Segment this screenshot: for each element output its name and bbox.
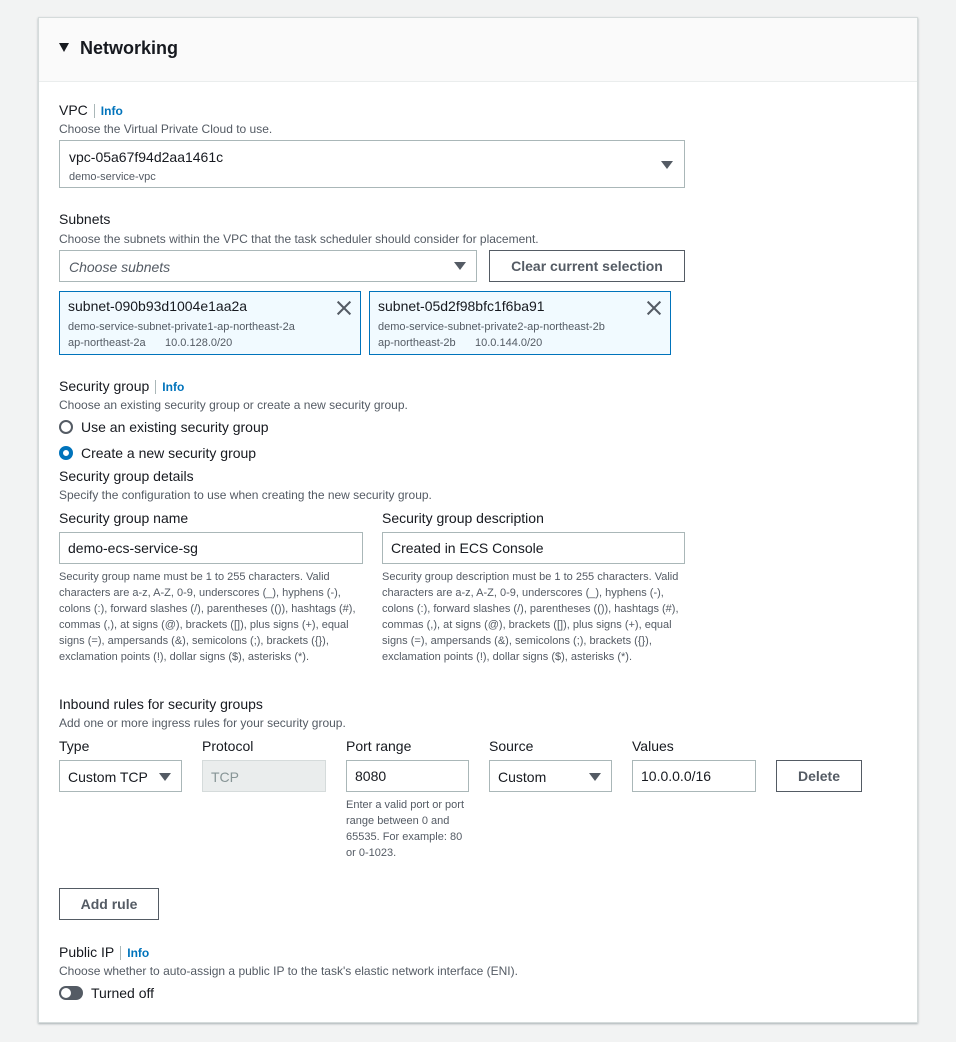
security-group-label-row xyxy=(59,378,184,394)
rule-protocol-value: TCP xyxy=(211,769,239,785)
subnet-token xyxy=(59,291,361,355)
security-group-label: Security group xyxy=(59,378,150,394)
subnet-token-name: demo-service-subnet-private2-ap-northeast-2b xyxy=(378,321,605,333)
vpc-info-link[interactable]: Info xyxy=(100,104,123,118)
subnets-placeholder: Choose subnets xyxy=(69,259,171,275)
caret-down-icon xyxy=(661,161,673,169)
subnet-token-id: subnet-090b93d1004e1aa2a xyxy=(68,298,248,314)
vpc-select-value: vpc-05a67f94d2aa1461c xyxy=(69,149,224,165)
inbound-rules-title: Inbound rules for security groups xyxy=(59,696,263,712)
rule-source-select[interactable] xyxy=(489,760,612,792)
caret-down-icon xyxy=(159,773,171,781)
rule-values-input[interactable]: 10.0.0.0/16 xyxy=(632,760,756,792)
divider xyxy=(94,104,95,118)
delete-rule-button[interactable]: Delete xyxy=(776,760,862,792)
radio-existing-label[interactable]: Use an existing security group xyxy=(81,419,269,435)
caret-down-icon xyxy=(454,262,466,270)
close-icon[interactable] xyxy=(335,299,353,317)
public-ip-label: Public IP xyxy=(59,944,115,960)
subnet-token xyxy=(369,291,671,355)
caret-down-icon xyxy=(589,773,601,781)
panel-header[interactable] xyxy=(39,18,917,82)
security-group-description-label: Security group description xyxy=(382,510,544,526)
subnet-token-id: subnet-05d2f98bfc1f6ba91 xyxy=(378,298,545,314)
inbound-rules-description: Add one or more ingress rules for your security group. xyxy=(59,716,346,730)
public-ip-description: Choose whether to auto-assign a public IP to the task's elastic network interface (ENI). xyxy=(59,964,518,978)
public-ip-label-row xyxy=(59,944,149,960)
security-group-description: Choose an existing security group or create a new security group. xyxy=(59,398,408,412)
vpc-label-row xyxy=(59,102,123,118)
rule-port-input[interactable]: 8080 xyxy=(346,760,469,792)
subnets-label: Subnets xyxy=(59,211,111,227)
radio-new-label[interactable]: Create a new security group xyxy=(81,445,257,461)
security-group-details-description: Specify the configuration to use when creating the new security group. xyxy=(59,488,432,502)
clear-selection-button[interactable]: Clear current selection xyxy=(489,250,685,282)
subnet-token-az: ap-northeast-2a xyxy=(68,337,146,349)
column-header-type: Type xyxy=(59,738,90,754)
vpc-select[interactable] xyxy=(59,140,685,188)
public-ip-toggle-label: Turned off xyxy=(91,985,155,1001)
caret-down-icon[interactable] xyxy=(59,43,69,52)
security-group-description-help: Security group description must be 1 to 255 characters. Valid characters are a-z, A-Z, 0-9, underscores (_), hyphens (-), colons (:), forward slashes (/), parentheses (()), hashtags (#), commas (,), at signs (@), brackets ([]), plus signs (+), equal signs (=), ampersands (&), semicolons (;), brackets ({}), exclamation points (!), dollar signs ($), asterisks (*). xyxy=(382,571,679,663)
panel-title: Networking xyxy=(80,38,179,58)
column-header-port-range: Port range xyxy=(346,738,412,754)
column-header-values: Values xyxy=(632,738,674,754)
column-header-protocol: Protocol xyxy=(202,738,254,754)
security-group-name-label: Security group name xyxy=(59,510,189,526)
rule-type-value: Custom TCP xyxy=(68,769,148,785)
radio-existing-security-group[interactable] xyxy=(59,420,73,434)
public-ip-toggle[interactable] xyxy=(59,986,83,1000)
security-group-details-title: Security group details xyxy=(59,468,194,484)
close-icon[interactable] xyxy=(645,299,663,317)
vpc-description: Choose the Virtual Private Cloud to use. xyxy=(59,122,273,136)
subnet-token-cidr: 10.0.144.0/20 xyxy=(475,337,543,349)
subnet-token-az: ap-northeast-2b xyxy=(378,337,456,349)
column-header-source: Source xyxy=(489,738,534,754)
add-rule-button[interactable]: Add rule xyxy=(59,888,159,920)
subnet-token-name: demo-service-subnet-private1-ap-northeast-2a xyxy=(68,321,295,333)
networking-panel xyxy=(38,17,918,1023)
security-group-name-input[interactable]: demo-ecs-service-sg xyxy=(59,532,363,564)
subnets-select[interactable] xyxy=(59,250,477,282)
security-group-info-link[interactable]: Info xyxy=(162,380,185,394)
rule-port-help: Enter a valid port or port range between 0 and 65535. For example: 80 or 0-1023. xyxy=(346,799,465,859)
divider xyxy=(120,946,121,960)
subnets-description: Choose the subnets within the VPC that the task scheduler should consider for placement. xyxy=(59,232,539,246)
rule-source-value: Custom xyxy=(498,769,547,785)
divider xyxy=(155,380,156,394)
subnet-token-cidr: 10.0.128.0/20 xyxy=(165,337,233,349)
rule-protocol-field xyxy=(202,760,326,792)
security-group-description-input[interactable]: Created in ECS Console xyxy=(382,532,685,564)
vpc-label: VPC xyxy=(59,102,88,118)
radio-new-security-group[interactable] xyxy=(59,446,73,460)
security-group-name-help: Security group name must be 1 to 255 characters. Valid characters are a-z, A-Z, 0-9, underscores (_), hyphens (-), colons (:), forward slashes (/), parentheses (()), hashtags (#), commas (,), at signs (@), brackets ([]), plus signs (+), equal signs (=), ampersands (&), semicolons (;), brackets ({}), exclamation points (!), dollar signs ($), asterisks (*). xyxy=(59,571,356,663)
rule-type-select[interactable] xyxy=(59,760,182,792)
vpc-select-sub: demo-service-vpc xyxy=(69,171,156,183)
public-ip-info-link[interactable]: Info xyxy=(127,946,150,960)
